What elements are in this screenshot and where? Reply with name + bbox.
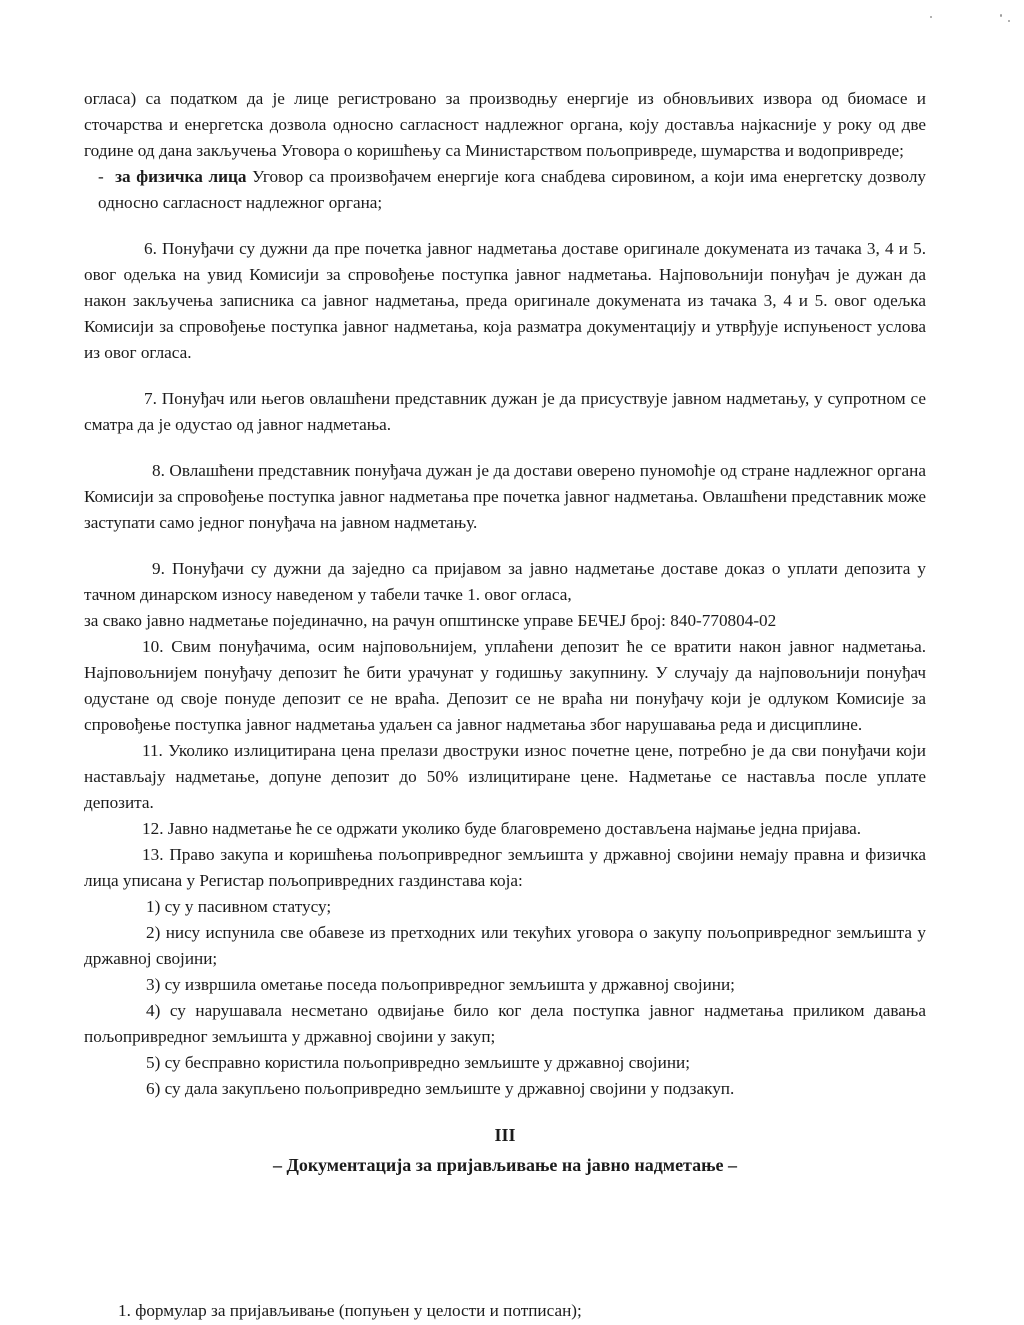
scan-speck	[1008, 20, 1010, 22]
section-number: III	[494, 1125, 516, 1145]
item-13-sub-5: 5) су бесправно користила пољопривредно земљиште у државној својини;	[146, 1053, 690, 1072]
bullet-natural-persons	[84, 164, 926, 216]
cut-off-list-item	[118, 1298, 678, 1320]
item-13-sub-2: 2) нису испунила све обавезе из претходних или текућих уговора о закупу пољопривредног земљишта у државној својини;	[84, 923, 926, 968]
item-8: 8. Овлашћени представник понуђача дужан је да достави оверено пуномоћје од стране надлежног органа Комисији за спровођење поступка јавног надметања пре почетка јавног надметања. Овлашћени представник може заступати само једног понуђача на јавном надметању.	[84, 461, 926, 532]
bullet-bold-label: за физичка лица	[115, 167, 247, 186]
item-6: 6. Понуђачи су дужни да пре почетка јавног надметања доставе оригинале докумената из тачака 3, 4 и 5. овог одељка на увид Комисији за спровођење поступка јавног надметања. Најповољнији понуђач је дужан да након закључења записника са јавног надметања, преда оригинале докумената из тачака 3, 4 и 5. овог одељка Комисији за спровођење поступка јавног надметања, која разматра документацију и утврђује испуњеност услова из овог огласа.	[84, 239, 926, 362]
item-11: 11. Уколико излицитирана цена прелази двоструки износ почетне цене, потребно је да сви понуђачи који настављају надметање, допуне депозит до 50% излицитиране цене. Надметање се наставља после уплате депозита.	[84, 741, 926, 812]
item-13-sub-1: 1) су у пасивном статусу;	[146, 897, 332, 916]
item-13: 13. Право закупа и коришћења пољопривредног земљишта у државној својини немају правна и физичка лица уписана у Регистар пољопривредних газдинстава која:	[84, 845, 926, 890]
scan-speck	[1000, 14, 1002, 17]
item-13-sub-3: 3) су извршила ометање поседа пољопривредног земљишта у државној својини;	[146, 975, 735, 994]
item-10: 10. Свим понуђачима, осим најповољнијем, уплаћени депозит ће се вратити након јавног надметања. Најповољнијем понуђачу депозит ће бити урачунат у годишњу закупнину. У случају да најповољнији понуђач одустане од своје понуде депозит се не враћа. Депозит се не враћа ни понуђачу који је одлуком Комисије за спровођење поступка јавног надметања удаљен са јавног надметања због нарушавања реда и дисциплине.	[84, 637, 926, 734]
bullet-dash: -	[98, 167, 104, 186]
scan-speck	[930, 16, 932, 18]
item-9-account: за свако јавно надметање појединачно, на рачун општинске управе БЕЧЕЈ број: 840-770804-02	[84, 611, 777, 630]
item-13-sub-4: 4) су нарушавала несметано одвијање било ког дела поступка јавног надметања приликом давања пољопривредног земљишта у државној својини у закуп;	[84, 1001, 926, 1046]
intro-paragraph: огласа) са податком да је лице регистровано за производњу енергије из обновљивих извора од биомасе и сточарства и енергетска дозвола односно сагласност надлежног органа, коју доставља најкасније у року од две године од дана закључења Уговора о коришћењу са Министарством пољопривреде, шумарства и водопривреде;	[84, 89, 926, 160]
item-12: 12. Јавно надметање ће се одржати уколико буде благовремено достављена најмање једна пријава.	[142, 819, 862, 838]
document-page	[84, 86, 926, 1178]
bullet-text: Уговор са произвођачем енергије кога снабдева сировином, а који има енергетску дозволу односно сагласност надлежног органа;	[98, 167, 926, 212]
item-7: 7. Понуђач или његов овлашћени представник дужан је да присуствује јавном надметању, у супротном се сматра да је одустао од јавног надметања.	[84, 389, 926, 434]
cut-off-list-item-text: 1. формулар за пријављивање (попуњен у целости и потписан);	[118, 1301, 582, 1320]
section-title: – Документација за пријављивање на јавно надметање –	[273, 1155, 737, 1175]
item-13-sub-6: 6) су дала закупљено пољопривредно земљиште у државној својини у подзакуп.	[146, 1079, 735, 1098]
item-9: 9. Понуђачи су дужни да заједно са пријавом за јавно надметање доставе доказ о уплати депозита у тачном динарском износу наведеном у табели тачке 1. овог огласа,	[84, 559, 926, 604]
